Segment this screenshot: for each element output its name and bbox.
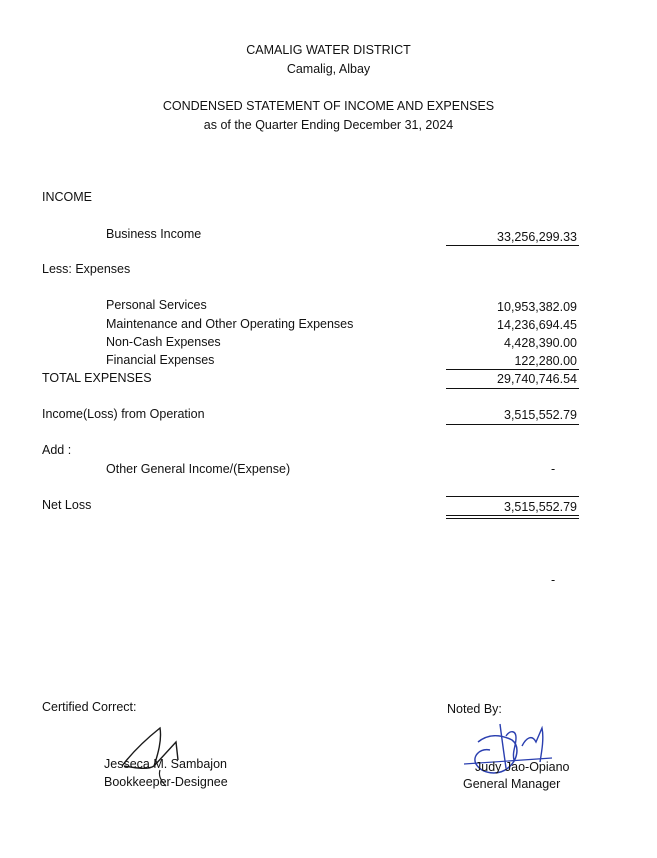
operation-rule [446, 424, 579, 425]
add-heading: Add : [42, 443, 72, 457]
expense-value: 4,428,390.00 [504, 336, 577, 350]
total-expenses-label: TOTAL EXPENSES [42, 371, 152, 385]
operation-value: 3,515,552.79 [504, 408, 577, 422]
net-value: 3,515,552.79 [504, 500, 577, 514]
noted-label: Noted By: [447, 702, 502, 716]
expense-value: 122,280.00 [514, 354, 577, 368]
net-top-rule [446, 496, 579, 497]
expenses-subtotal-rule [446, 369, 579, 370]
bookkeeper-name: Jesseca M. Sambajon [104, 757, 227, 771]
manager-title: General Manager [463, 777, 561, 791]
other-income-label: Other General Income/(Expense) [106, 462, 291, 476]
expense-label: Personal Services [106, 298, 207, 312]
expense-label: Non-Cash Expenses [106, 335, 221, 349]
expense-value: 14,236,694.45 [497, 318, 577, 332]
net-double-rule [446, 515, 579, 519]
org-name: CAMALIG WATER DISTRICT [246, 43, 411, 57]
bookkeeper-title: Bookkeeper-Designee [104, 775, 228, 789]
net-label: Net Loss [42, 498, 92, 512]
expenses-heading: Less: Expenses [42, 262, 131, 276]
total-expenses-value: 29,740,746.54 [497, 372, 577, 386]
business-income-value: 33,256,299.33 [497, 230, 577, 244]
other-income-value: - [551, 462, 556, 476]
income-heading: INCOME [42, 190, 92, 204]
org-location: Camalig, Albay [286, 62, 371, 76]
expense-label: Financial Expenses [106, 353, 215, 367]
statement-title: CONDENSED STATEMENT OF INCOME AND EXPENSES [162, 99, 495, 113]
statement-period: as of the Quarter Ending December 31, 2024 [203, 118, 454, 132]
operation-label: Income(Loss) from Operation [42, 407, 205, 421]
expense-value: 10,953,382.09 [497, 300, 577, 314]
business-income-rule [446, 245, 579, 246]
expense-label: Maintenance and Other Operating Expenses [106, 317, 354, 331]
total-expenses-rule [446, 388, 579, 389]
business-income-label: Business Income [106, 227, 202, 241]
stray-dash: - [551, 573, 556, 587]
certified-label: Certified Correct: [42, 700, 137, 714]
manager-name: Judy Jao-Opiano [475, 760, 570, 774]
